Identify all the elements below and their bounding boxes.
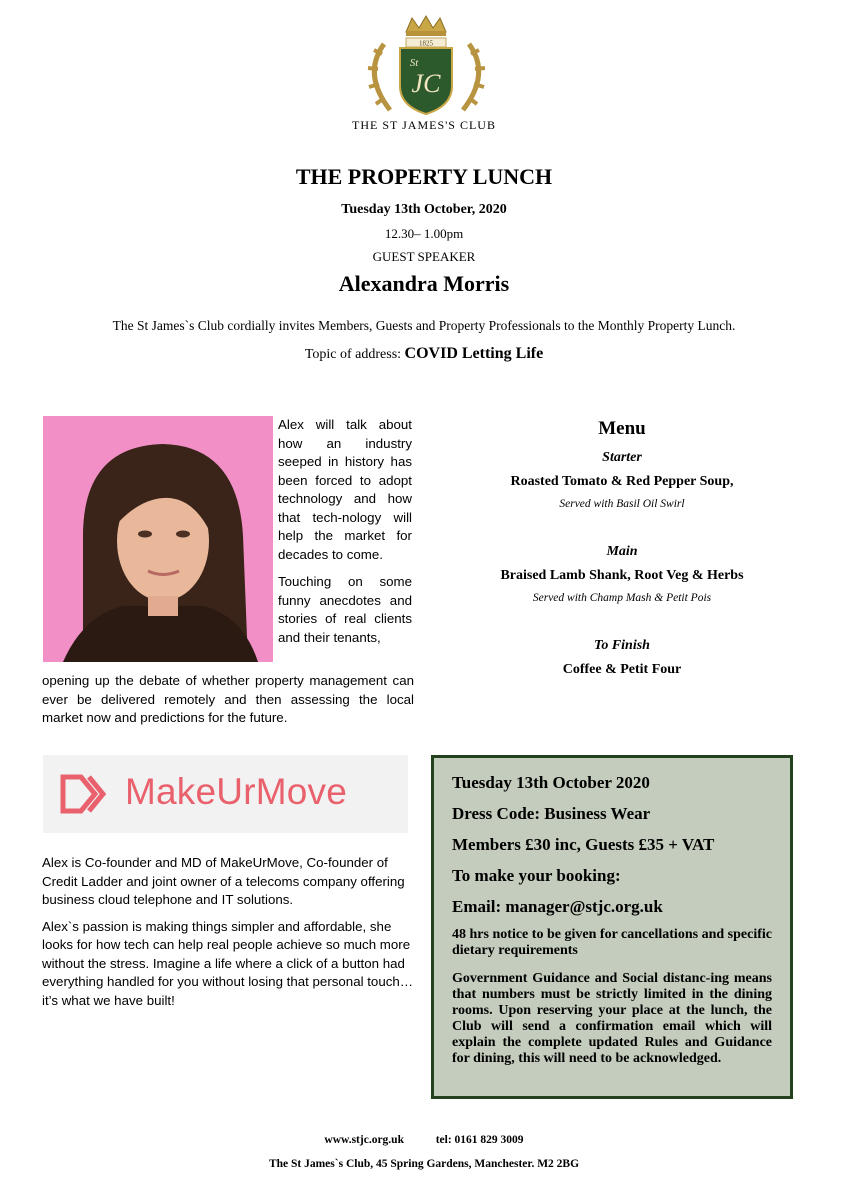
cancellation-notice: 48 hrs notice to be given for cancellations and specific dietary requirements	[452, 927, 772, 958]
dish-main: Braised Lamb Shank, Root Veg & Herbs	[500, 568, 744, 583]
svg-text:JC: JC	[411, 69, 441, 98]
menu-title: Menu	[598, 418, 646, 439]
course-heading-starter: Starter	[602, 450, 642, 465]
speaker-bio-continued	[42, 672, 414, 728]
dish-starter: Roasted Tomato & Red Pepper Soup,	[510, 474, 734, 489]
footer-address: The St James`s Club, 45 Spring Gardens, Manchester. M2 2BG	[268, 1158, 580, 1170]
about-paragraph-1: Alex is Co-founder and MD of MakeUrMove, Co-founder of Credit Ladder and joint owner of a telecoms company offering business cloud telephone and IT solutions.	[42, 855, 405, 907]
menu-section	[432, 418, 812, 678]
svg-text:1825: 1825	[419, 39, 433, 48]
course-heading-finish: To Finish	[594, 638, 650, 653]
booking-label: To make your booking:	[452, 866, 621, 885]
club-name: THE ST JAMES'S CLUB	[352, 118, 496, 132]
club-crest-logo	[354, 14, 499, 134]
invitation-text: The St James`s Club cordially invites Members, Guests and Property Professionals to the Monthly Property Lunch.	[112, 318, 736, 333]
logo-wordmark: MakeUrMove	[125, 771, 347, 812]
booking-email[interactable]: Email: manager@stjc.org.uk	[452, 897, 663, 916]
ticket-price: Members £30 inc, Guests £35 + VAT	[452, 835, 715, 854]
topic-line	[0, 345, 848, 363]
speaker-photo	[43, 416, 273, 662]
footer-telephone: tel: 0161 829 3009	[435, 1134, 524, 1146]
dish-finish: Coffee & Petit Four	[562, 662, 682, 677]
footer-website[interactable]: www.stjc.org.uk	[324, 1134, 404, 1146]
dish-starter-served: Served with Basil Oil Swirl	[559, 498, 685, 510]
speaker-name: Alexandra Morris	[338, 271, 510, 296]
bio-paragraph-2-start: Touching on some funny anecdotes and stories of real clients and their tenants,	[278, 574, 412, 645]
svg-text:St: St	[409, 57, 419, 69]
chevron-arrow-icon	[59, 773, 119, 815]
booking-date: Tuesday 13th October 2020	[452, 773, 650, 792]
makeurmove-logo	[43, 755, 408, 833]
bio-paragraph-2-end: opening up the debate of whether property management can ever be delivered remotely and then assessing the local market now and predictions for the future.	[42, 673, 414, 725]
booking-info-box	[431, 755, 793, 1099]
dress-code: Dress Code: Business Wear	[452, 804, 651, 823]
guest-speaker-label: GUEST SPEAKER	[372, 249, 476, 264]
topic-title: COVID Letting Life	[404, 345, 544, 362]
about-paragraph-2: Alex`s passion is making things simpler and affordable, she looks for how tech can help real people achieve so much more without the stress. Imagine a life where a click of a button had everything handled for you without losing that personal touch…it’s what we have built!	[42, 918, 414, 1008]
dish-main-served: Served with Champ Mash & Petit Pois	[532, 592, 712, 604]
about-section	[42, 854, 414, 1018]
speaker-bio-column	[278, 416, 412, 656]
event-title: THE PROPERTY LUNCH	[295, 164, 553, 189]
event-time: 12.30– 1.00pm	[384, 226, 464, 241]
covid-guidance: Government Guidance and Social distanc-ing means that numbers must be strictly limited in the dining rooms. Upon reserving your place at the lunch, the Club will send a confirmation email which will explain the complete updated Rules and Guidance for dining, this will need to be acknowledged.	[452, 971, 772, 1066]
footer-contact	[0, 1134, 848, 1146]
course-heading-main: Main	[606, 544, 638, 559]
event-date: Tuesday 13th October, 2020	[341, 202, 507, 217]
bio-paragraph-1: Alex will talk about how an industry seeped in history has been forced to adopt technology and how that tech-nology will help the market for decades to come.	[278, 417, 412, 562]
topic-label: Topic of address:	[304, 347, 402, 362]
crown-icon	[406, 16, 446, 36]
